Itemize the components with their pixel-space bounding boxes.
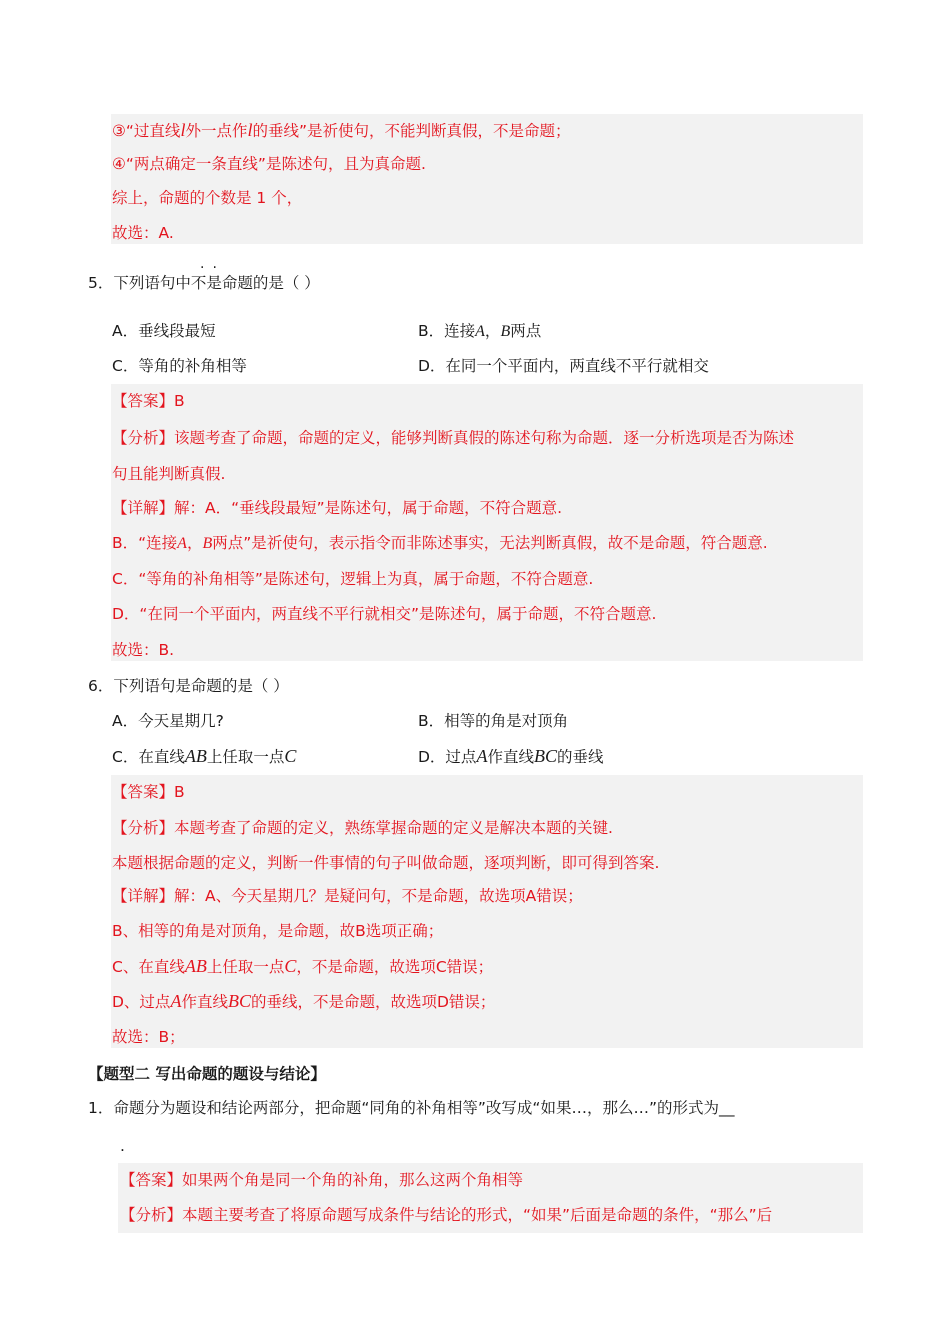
- section-title: 【题型二 写出命题的题设与结论】: [88, 1065, 326, 1083]
- q6-detail: B、相等的角是对顶角，是命题，故B选项正确；: [112, 922, 444, 940]
- section2-q1-dot: .: [120, 1137, 125, 1155]
- q5-analysis: 【分析】该题考查了命题，命题的定义，能够判断真假的陈述句称为命题．逐一分析选项是否为陈述: [112, 429, 795, 447]
- q6-answer: 【答案】B: [112, 783, 185, 801]
- q6-analysis: 本题根据命题的定义，判断一件事情的句子叫做命题，逐项判断，即可得到答案.: [112, 854, 660, 872]
- q6-option-a: A．今天星期几?: [112, 712, 224, 730]
- solution-line: ④“两点确定一条直线”是陈述句，且为真命题.: [112, 155, 426, 173]
- q5-answer: 【答案】B: [112, 392, 185, 410]
- q5-detail: C．“等角的补角相等”是陈述句，逻辑上为真，属于命题，不符合题意.: [112, 570, 594, 588]
- q6-detail: 故选：B；: [112, 1028, 185, 1046]
- emphasis-dots: ..: [200, 256, 225, 272]
- q6-detail: 【详解】解：A、今天星期几？是疑问句，不是命题，故选项A错误；: [112, 887, 583, 905]
- q6-option-d: D．过点A作直线BC的垂线: [418, 746, 604, 766]
- section2-q1-stem: 1．命题分为题设和结论两部分，把命题“同角的补角相等”改写成“如果…，那么…”的形式为__: [88, 1099, 735, 1117]
- solution-line: 故选：A.: [112, 224, 174, 242]
- q5-option-a: A．垂线段最短: [112, 322, 216, 340]
- q5-option-c: C．等角的补角相等: [112, 357, 247, 375]
- q6-option-b: B．相等的角是对顶角: [418, 712, 569, 730]
- q6-detail: D、过点A作直线BC的垂线，不是命题，故选项D错误；: [112, 991, 496, 1011]
- q5-detail: 故选：B.: [112, 641, 175, 659]
- q6-option-c: C．在直线AB上任取一点C: [112, 746, 297, 766]
- q5-detail: 【详解】解：A．“垂线段最短”是陈述句，属于命题，不符合题意.: [112, 499, 563, 517]
- q5-option-d: D．在同一个平面内，两直线不平行就相交: [418, 357, 709, 375]
- solution-line: 综上，命题的个数是 1 个，: [112, 189, 303, 207]
- section2-analysis: 【分析】本题主要考查了将原命题写成条件与结论的形式，“如果”后面是命题的条件，“那么”后: [120, 1206, 773, 1224]
- q5-detail: D．“在同一个平面内，两直线不平行就相交”是陈述句，属于命题，不符合题意.: [112, 605, 657, 623]
- q6-detail: C、在直线AB上任取一点C，不是命题，故选项C错误；: [112, 956, 494, 976]
- section2-answer: 【答案】如果两个角是同一个角的补角，那么这两个角相等: [120, 1171, 524, 1189]
- solution-line: ③“过直线l外一点作l的垂线”是祈使句，不能判断真假，不是命题；: [112, 120, 571, 140]
- q5-detail: B．“连接A，B两点”是祈使句，表示指令而非陈述事实，无法判断真假，故不是命题，符合题意.: [112, 534, 768, 552]
- question-6-stem: 6．下列语句是命题的是（ ）: [88, 677, 289, 695]
- q5-analysis: 句且能判断真假.: [112, 465, 226, 483]
- q6-analysis: 【分析】本题考查了命题的定义，熟练掌握命题的定义是解决本题的关键.: [112, 819, 613, 837]
- q5-option-b: B．连接A，B两点: [418, 322, 542, 340]
- question-5-stem: 5．下列语句中不是命题的是（ ）: [88, 274, 320, 292]
